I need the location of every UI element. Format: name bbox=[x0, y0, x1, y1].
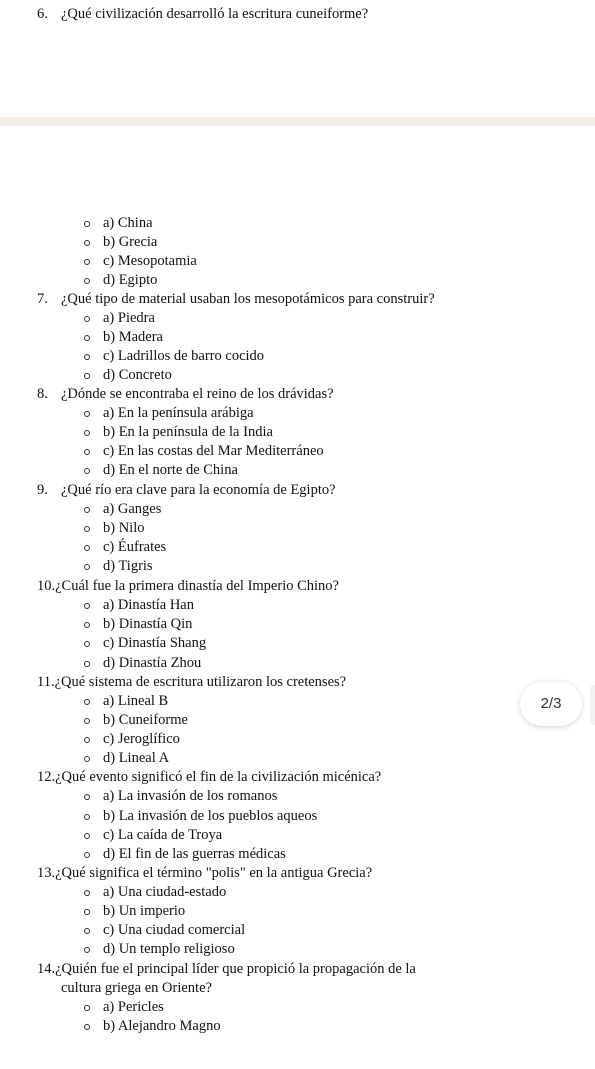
question-number: 8. bbox=[37, 386, 48, 402]
page-indicator: 2/3 bbox=[520, 682, 582, 726]
option-8d[interactable]: d) En el norte de China bbox=[103, 461, 238, 480]
option-10d[interactable]: d) Dinastía Zhou bbox=[103, 654, 201, 673]
bullet-icon bbox=[84, 259, 90, 265]
option-12a[interactable]: a) La invasión de los romanos bbox=[103, 787, 277, 806]
question-number: 7. bbox=[37, 291, 48, 307]
option-9d[interactable]: d) Tigris bbox=[103, 557, 153, 576]
bullet-icon bbox=[84, 928, 90, 934]
option-8c[interactable]: c) En las costas del Mar Mediterráneo bbox=[103, 442, 324, 461]
bullet-icon bbox=[84, 814, 90, 820]
scroll-edge bbox=[590, 685, 595, 725]
option-6a[interactable]: a) China bbox=[103, 214, 153, 233]
option-7b[interactable]: b) Madera bbox=[103, 328, 163, 347]
option-6c[interactable]: c) Mesopotamia bbox=[103, 252, 197, 271]
question-text: ¿Qué significa el término "polis" en la antigua Grecia? bbox=[55, 865, 373, 881]
question-12 bbox=[37, 768, 381, 787]
bullet-icon bbox=[84, 661, 90, 667]
option-8a[interactable]: a) En la península arábiga bbox=[103, 404, 254, 423]
question-text: ¿Dónde se encontraba el reino de los drávidas? bbox=[61, 386, 334, 402]
bullet-icon bbox=[84, 833, 90, 839]
option-14b[interactable]: b) Alejandro Magno bbox=[103, 1017, 221, 1036]
bullet-icon bbox=[84, 221, 90, 227]
question-13 bbox=[37, 864, 372, 883]
option-6d[interactable]: d) Egipto bbox=[103, 271, 157, 290]
option-10b[interactable]: b) Dinastía Qin bbox=[103, 615, 192, 634]
question-text: ¿Qué río era clave para la economía de Egipto? bbox=[61, 482, 336, 498]
option-13c[interactable]: c) Una ciudad comercial bbox=[103, 921, 245, 940]
bullet-icon bbox=[84, 411, 90, 417]
question-number: 10. bbox=[37, 578, 56, 594]
bullet-icon bbox=[84, 737, 90, 743]
option-12c[interactable]: c) La caída de Troya bbox=[103, 826, 222, 845]
option-12b[interactable]: b) La invasión de los pueblos aqueos bbox=[103, 807, 317, 826]
bullet-icon bbox=[84, 564, 90, 570]
bullet-icon bbox=[84, 1005, 90, 1011]
bullet-icon bbox=[84, 468, 90, 474]
question-14 bbox=[37, 960, 416, 979]
bullet-icon bbox=[84, 354, 90, 360]
page-break-divider bbox=[0, 117, 595, 126]
question-text: ¿Qué tipo de material usaban los mesopotámicos para construir? bbox=[61, 291, 435, 307]
question-text: ¿Qué civilización desarrolló la escritura cuneiforme? bbox=[61, 6, 369, 22]
option-13d[interactable]: d) Un templo religioso bbox=[103, 940, 235, 959]
option-13a[interactable]: a) Una ciudad-estado bbox=[103, 883, 226, 902]
option-12d[interactable]: d) El fin de las guerras médicas bbox=[103, 845, 286, 864]
option-10a[interactable]: a) Dinastía Han bbox=[103, 596, 194, 615]
question-number: 11. bbox=[37, 674, 55, 690]
option-11d[interactable]: d) Lineal A bbox=[103, 749, 169, 768]
bullet-icon bbox=[84, 507, 90, 513]
option-6b[interactable]: b) Grecia bbox=[103, 233, 157, 252]
bullet-icon bbox=[84, 718, 90, 724]
option-11c[interactable]: c) Jeroglífico bbox=[103, 730, 180, 749]
bullet-icon bbox=[84, 622, 90, 628]
bullet-icon bbox=[84, 449, 90, 455]
question-11 bbox=[37, 673, 346, 692]
question-8 bbox=[37, 385, 334, 404]
question-6 bbox=[37, 5, 368, 24]
option-9a[interactable]: a) Ganges bbox=[103, 500, 161, 519]
question-number: 13. bbox=[37, 865, 56, 881]
question-10 bbox=[37, 577, 339, 596]
question-text: ¿Cuál fue la primera dinastía del Imperio Chino? bbox=[55, 578, 339, 594]
bullet-icon bbox=[84, 1024, 90, 1030]
question-number: 12. bbox=[37, 769, 56, 785]
bullet-icon bbox=[84, 335, 90, 341]
bullet-icon bbox=[84, 909, 90, 915]
option-7a[interactable]: a) Piedra bbox=[103, 309, 155, 328]
question-9 bbox=[37, 481, 336, 500]
option-7d[interactable]: d) Concreto bbox=[103, 366, 172, 385]
option-14a[interactable]: a) Pericles bbox=[103, 998, 164, 1017]
option-8b[interactable]: b) En la península de la India bbox=[103, 423, 273, 442]
bullet-icon bbox=[84, 852, 90, 858]
bullet-icon bbox=[84, 316, 90, 322]
bullet-icon bbox=[84, 430, 90, 436]
bullet-icon bbox=[84, 794, 90, 800]
question-number: 9. bbox=[37, 482, 48, 498]
bullet-icon bbox=[84, 526, 90, 532]
bullet-icon bbox=[84, 240, 90, 246]
option-11a[interactable]: a) Lineal B bbox=[103, 692, 168, 711]
bullet-icon bbox=[84, 603, 90, 609]
bullet-icon bbox=[84, 641, 90, 647]
bullet-icon bbox=[84, 699, 90, 705]
bullet-icon bbox=[84, 890, 90, 896]
question-text: ¿Qué sistema de escritura utilizaron los cretenses? bbox=[54, 674, 347, 690]
option-7c[interactable]: c) Ladrillos de barro cocido bbox=[103, 347, 264, 366]
bullet-icon bbox=[84, 947, 90, 953]
question-text: ¿Quién fue el principal líder que propició la propagación de la bbox=[55, 961, 416, 977]
bullet-icon bbox=[84, 278, 90, 284]
bullet-icon bbox=[84, 545, 90, 551]
option-11b[interactable]: b) Cuneiforme bbox=[103, 711, 188, 730]
question-text: ¿Qué evento significó el fin de la civilización micénica? bbox=[55, 769, 382, 785]
bullet-icon bbox=[84, 373, 90, 379]
question-14-continuation: cultura griega en Oriente? bbox=[61, 980, 212, 996]
question-7 bbox=[37, 290, 435, 309]
option-13b[interactable]: b) Un imperio bbox=[103, 902, 185, 921]
option-10c[interactable]: c) Dinastía Shang bbox=[103, 634, 206, 653]
option-9b[interactable]: b) Nilo bbox=[103, 519, 144, 538]
question-number: 6. bbox=[37, 6, 48, 22]
question-number: 14. bbox=[37, 961, 56, 977]
option-9c[interactable]: c) Éufrates bbox=[103, 538, 166, 557]
bullet-icon bbox=[84, 756, 90, 762]
